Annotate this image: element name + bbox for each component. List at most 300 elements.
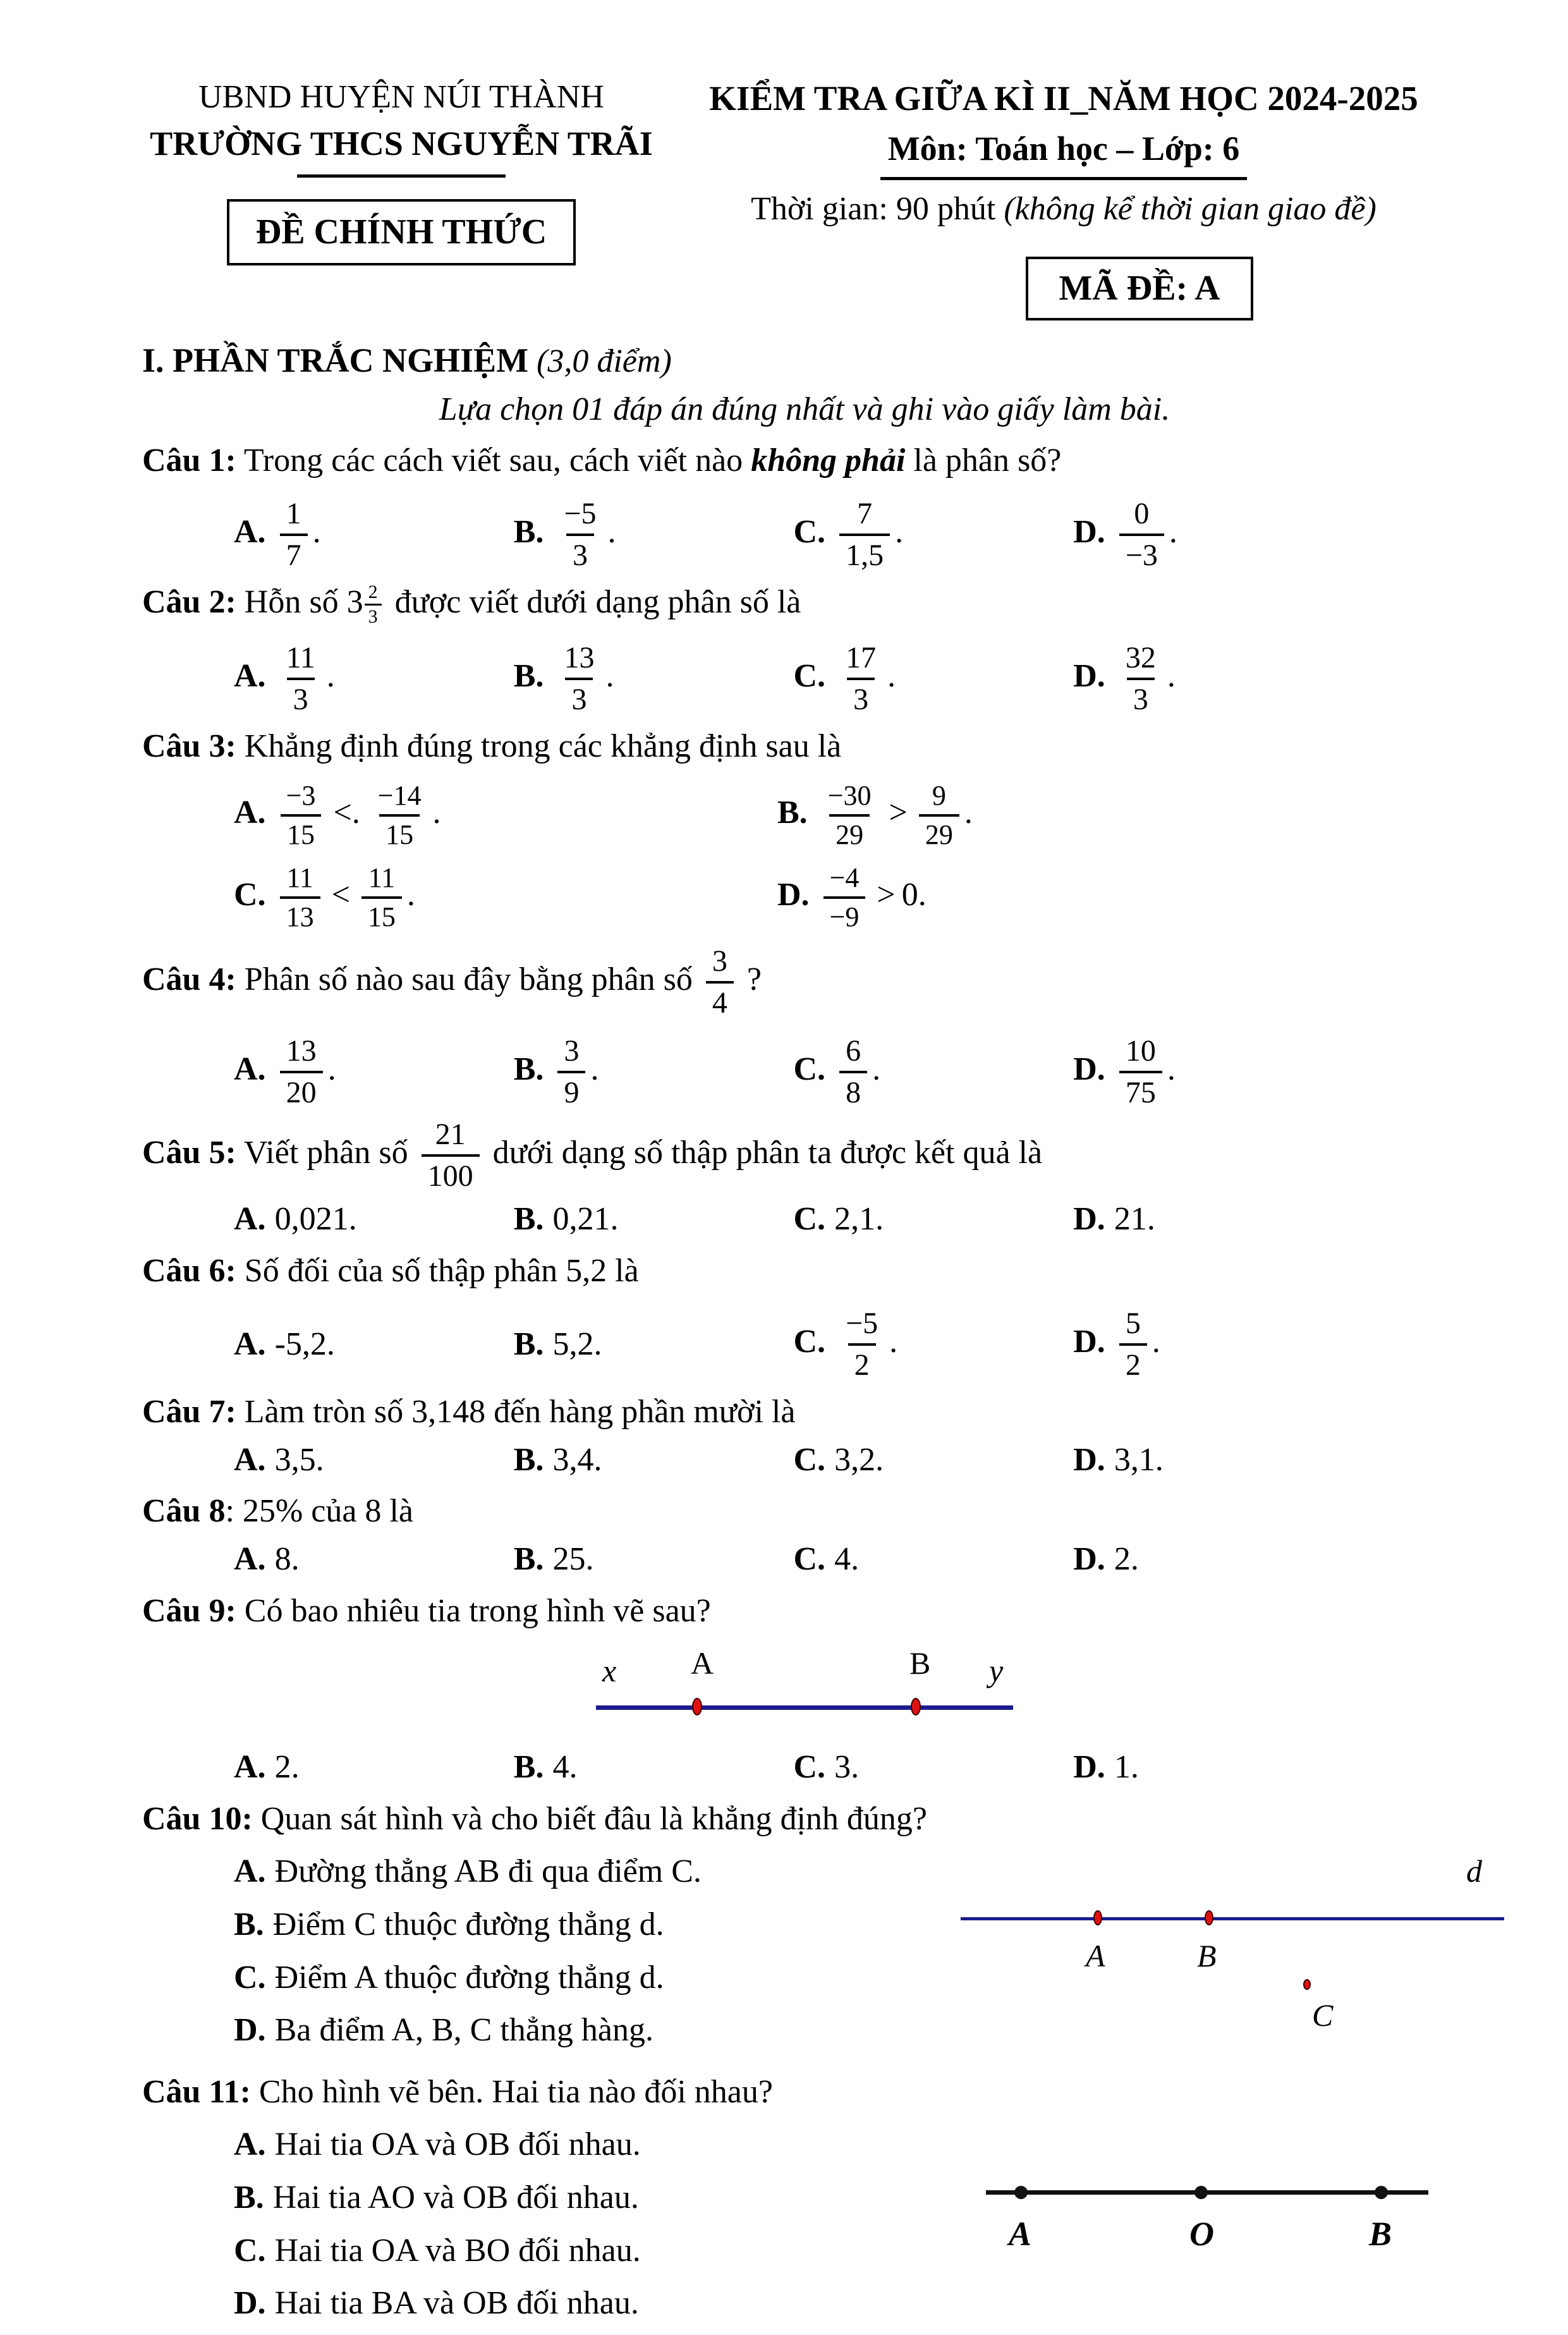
option-b (514, 1323, 794, 1366)
point-A (692, 1698, 702, 1716)
option-c (234, 1956, 961, 1999)
option-d (1073, 1307, 1353, 1382)
option-key: D. (1073, 1324, 1105, 1360)
option-key: B. (513, 1201, 544, 1238)
question-2-options (142, 642, 1467, 716)
label-d: d (1466, 1853, 1482, 1889)
option-a (234, 642, 514, 716)
question-6-label: Câu 6: (142, 1252, 236, 1289)
option-tail: . (590, 1051, 599, 1087)
fraction-numerator: −30 (827, 780, 872, 812)
exam-subject: Môn: Toán học – Lớp: 6 (880, 123, 1248, 180)
question-5-options (142, 1198, 1467, 1241)
fraction-numerator: −14 (377, 780, 422, 812)
option-value: -5,2. (274, 1326, 335, 1363)
option-key: D. (1073, 513, 1105, 550)
option-value: 8. (274, 1540, 300, 1577)
question-8-label: Câu 8 (142, 1493, 226, 1530)
fraction-numerator: 11 (368, 862, 396, 894)
option-value: Hai tia OA và BO đối nhau. (274, 2232, 641, 2269)
option-key: B. (234, 1906, 264, 1942)
option-a (234, 1850, 961, 1893)
section-1-instruction: Lựa chọn 01 đáp án đúng nhất và ghi vào giấy làm bài. (439, 391, 1170, 427)
option-key: C. (793, 1324, 826, 1360)
option-key: B. (234, 2179, 264, 2216)
option-key: A. (234, 1051, 266, 1087)
section-1-points: (3,0 điểm) (528, 343, 672, 380)
fraction-numerator: 21 (435, 1118, 466, 1152)
option-key: C. (793, 1051, 826, 1087)
option-c (794, 1035, 1074, 1109)
fraction (1119, 497, 1164, 572)
option-key: D. (234, 2012, 266, 2049)
question-10-body (142, 1840, 1482, 2061)
option-key: C. (793, 658, 826, 695)
option-a (234, 781, 777, 850)
option-key: B. (513, 1441, 544, 1478)
figure-line-xy (596, 1645, 1013, 1740)
option-d (234, 2009, 961, 2052)
fraction-denominator: 3 (365, 604, 382, 626)
option-c (234, 863, 777, 932)
header-left (142, 76, 660, 265)
option-b (234, 1903, 961, 1946)
fraction (824, 863, 866, 932)
question-6-text: Số đối của số thập phân 5,2 là (236, 1252, 639, 1289)
option-key: C. (793, 1540, 826, 1577)
exam-code-box: MÃ ĐỀ: A (1026, 257, 1253, 320)
question-7-options (142, 1439, 1467, 1482)
fraction (1119, 1307, 1147, 1382)
option-key: A. (234, 1441, 266, 1478)
option-rhs: 0. (901, 876, 927, 913)
option-value: 25. (552, 1540, 594, 1577)
section-1-title (142, 338, 1467, 383)
fraction-numerator: 13 (564, 641, 595, 675)
option-key: A. (234, 1326, 266, 1363)
option-value: Hai tia OA và OB đối nhau. (274, 2126, 641, 2163)
figure-line-aob (986, 2152, 1428, 2266)
fraction (822, 781, 878, 850)
option-a (234, 1746, 514, 1789)
question-4-text-2: ? (738, 961, 762, 997)
option-tail: . (327, 1051, 336, 1087)
label-B: B (909, 1645, 931, 1681)
option-value: Hai tia AO và OB đối nhau. (272, 2179, 639, 2216)
option-b (514, 1035, 794, 1109)
fraction-denominator: 3 (287, 678, 315, 716)
question-7-text: Làm tròn số 3,148 đến hàng phần mười là (236, 1394, 796, 1430)
fraction (1119, 642, 1162, 716)
question-3-label: Câu 3: (142, 728, 236, 765)
fraction (919, 781, 959, 850)
option-key: D. (1073, 1749, 1105, 1786)
question-9 (142, 1590, 1467, 1789)
option-value: 3,5. (274, 1441, 324, 1478)
line-d (961, 1917, 1504, 1920)
option-tail: . (887, 658, 896, 695)
option-a (234, 497, 514, 572)
question-1 (142, 439, 1467, 572)
fraction-denominator: 1,5 (839, 533, 890, 572)
option-tail: . (605, 658, 614, 695)
fraction-denominator: 13 (280, 896, 320, 932)
fraction-numerator: 1 (286, 496, 301, 530)
question-3-options-row-2 (142, 863, 1467, 932)
label-O: O (1189, 2215, 1214, 2253)
option-key: D. (1073, 658, 1105, 695)
option-value: 21. (1114, 1201, 1155, 1238)
fraction-denominator: 3 (565, 678, 593, 716)
option-key: C. (793, 513, 826, 550)
exam-time (660, 188, 1467, 231)
question-2-text: Hỗn số 3 (236, 583, 363, 620)
question-9-options (142, 1746, 1467, 1789)
option-value: Điểm C thuộc đường thẳng d. (272, 1906, 664, 1942)
fraction-denominator: 20 (280, 1071, 323, 1109)
option-a (234, 1323, 514, 1366)
option-value: 4. (834, 1540, 860, 1577)
fraction-denominator: 7 (280, 533, 308, 572)
fraction (372, 781, 428, 850)
label-x: x (602, 1653, 617, 1689)
option-value: 1. (1114, 1749, 1139, 1786)
option-tail: . (895, 513, 904, 550)
question-7 (142, 1391, 1467, 1481)
question-1-options (142, 497, 1467, 572)
option-value: 2. (274, 1749, 300, 1786)
fraction-denominator: 15 (379, 814, 420, 850)
option-value: Hai tia BA và OB đối nhau. (274, 2285, 639, 2322)
figure-line-d (961, 1846, 1482, 2036)
question-1-text: Trong các cách viết sau, cách viết nào (236, 442, 751, 479)
exam-time-normal: Thời gian: 90 phút (751, 190, 1004, 227)
question-5 (142, 1118, 1467, 1241)
point-C (1303, 1979, 1311, 1990)
header (142, 76, 1467, 320)
fraction (280, 781, 322, 850)
question-11 (142, 2071, 1467, 2335)
option-key: B. (513, 513, 544, 550)
option-d (1073, 1035, 1353, 1109)
option-key: A. (234, 1749, 266, 1786)
fraction-numerator: 0 (1134, 496, 1150, 530)
option-key: C. (234, 876, 266, 913)
option-d (1073, 642, 1353, 716)
fraction-numerator: 3 (564, 1034, 580, 1068)
fraction-denominator: −3 (1119, 533, 1164, 572)
option-key: B. (513, 1540, 544, 1577)
option-tail: . (1167, 1051, 1176, 1087)
option-c (794, 497, 1074, 572)
option-value: 3,4. (552, 1441, 602, 1478)
option-key: B. (513, 1051, 544, 1087)
label-B: B (1369, 2215, 1392, 2253)
question-10-label: Câu 10: (142, 1800, 253, 1837)
header-right (660, 76, 1467, 320)
fraction (280, 497, 308, 572)
fraction-numerator: 9 (932, 780, 946, 812)
fraction-denominator: −9 (824, 896, 866, 932)
option-value: 2. (1114, 1540, 1139, 1577)
fraction-numerator: 6 (846, 1034, 861, 1068)
question-11-options (142, 2113, 961, 2334)
option-key: C. (234, 1959, 266, 1996)
question-1-text-2: là phân số? (905, 442, 1062, 479)
fraction-denominator: 3 (847, 678, 875, 716)
option-key: B. (513, 1326, 544, 1363)
fraction-numerator: 7 (857, 496, 873, 530)
option-value: 3,1. (1114, 1441, 1164, 1478)
option-d (777, 863, 1467, 932)
option-d (1073, 1538, 1353, 1581)
fraction (280, 642, 322, 716)
comparison-operator: > (889, 794, 908, 831)
question-2 (142, 581, 1467, 717)
option-key: B. (777, 794, 808, 831)
point-A (1093, 1910, 1102, 1925)
option-value: 3. (834, 1749, 860, 1786)
option-tail: . (607, 513, 616, 550)
question-6 (142, 1250, 1467, 1382)
option-value: Điểm A thuộc đường thẳng d. (274, 1959, 664, 1996)
comparison-operator: <. (333, 794, 360, 831)
option-a (234, 2123, 961, 2166)
fraction (839, 1035, 867, 1109)
question-1-emphasis: không phải (751, 442, 906, 479)
question-11-body (142, 2113, 1467, 2334)
fraction-denominator: 9 (557, 1071, 585, 1109)
option-d (1073, 497, 1353, 572)
option-key: A. (234, 2126, 266, 2163)
option-tail: . (432, 794, 441, 831)
question-8 (142, 1490, 1467, 1580)
question-7-label: Câu 7: (142, 1394, 236, 1430)
fraction (557, 1035, 585, 1109)
point-B (1375, 2186, 1388, 2199)
fraction (557, 497, 602, 572)
comparison-operator: > (877, 876, 896, 913)
fraction (280, 1035, 323, 1109)
point-A (1014, 2186, 1028, 2199)
option-a (234, 1439, 514, 1482)
option-a (234, 1538, 514, 1581)
option-value: Đường thẳng AB đi qua điểm C. (274, 1853, 702, 1890)
option-b (514, 497, 794, 572)
option-tail: . (406, 876, 415, 913)
fraction-numerator: 2 (368, 582, 378, 603)
fraction-denominator: 15 (281, 814, 321, 850)
fraction-numerator: −5 (846, 1307, 878, 1341)
fraction (422, 1118, 480, 1193)
option-key: C. (793, 1441, 826, 1478)
fraction (839, 642, 882, 716)
fraction-numerator: 3 (712, 944, 727, 979)
line-xy (596, 1705, 1013, 1710)
question-2-label: Câu 2: (142, 583, 236, 620)
question-3-options-row-1 (142, 781, 1467, 850)
fraction-denominator: 3 (1127, 678, 1155, 716)
option-value: 3,2. (834, 1441, 884, 1478)
fraction-denominator: 15 (362, 896, 402, 932)
question-5-text-2: dưới dạng số thập phân ta được kết quả là (484, 1134, 1043, 1171)
option-tail: . (312, 513, 321, 550)
option-key: D. (1073, 1441, 1105, 1478)
exam-time-note: (không kể thời gian giao đề) (1004, 190, 1377, 227)
option-c (794, 1307, 1074, 1382)
option-key: C. (234, 2232, 266, 2269)
option-c (794, 1198, 1074, 1241)
question-11-text: Cho hình vẽ bên. Hai tia nào đối nhau? (250, 2073, 773, 2110)
option-b (514, 1746, 794, 1789)
fraction-numerator: 5 (1125, 1307, 1141, 1341)
fraction-numerator: 32 (1125, 641, 1156, 675)
mixed-number-fraction (365, 583, 382, 626)
option-value: 4. (552, 1749, 578, 1786)
fraction (839, 497, 890, 572)
org-underline (297, 174, 506, 178)
option-key: D. (1073, 1201, 1105, 1238)
option-b (514, 642, 794, 716)
fraction (280, 863, 320, 932)
fraction-denominator: 100 (422, 1154, 480, 1193)
fraction-denominator: 29 (919, 814, 959, 850)
fraction-numerator: −5 (564, 496, 597, 530)
fraction-numerator: 11 (286, 862, 313, 894)
option-tail: . (326, 658, 335, 695)
question-10-options (142, 1840, 961, 2061)
question-9-text: Có bao nhiêu tia trong hình vẽ sau? (236, 1592, 711, 1629)
option-value: 0,21. (552, 1201, 619, 1238)
option-d (1073, 1439, 1353, 1482)
question-4-label: Câu 4: (142, 961, 236, 997)
question-6-options (142, 1307, 1467, 1382)
option-key: C. (793, 1201, 826, 1238)
point-B (911, 1698, 921, 1716)
option-value: 5,2. (552, 1326, 602, 1363)
fraction-denominator: 2 (848, 1343, 876, 1382)
question-5-text: Viết phân số (236, 1134, 416, 1171)
option-value: Ba điểm A, B, C thẳng hàng. (274, 2012, 653, 2049)
option-key: B. (513, 1749, 544, 1786)
label-y: y (989, 1653, 1004, 1689)
option-d (1073, 1198, 1353, 1241)
question-10 (142, 1798, 1482, 2062)
option-key: C. (793, 1749, 826, 1786)
exam-code-wrap (660, 257, 1467, 320)
fraction (1119, 1035, 1162, 1109)
option-a (234, 1035, 514, 1109)
option-key: B. (513, 658, 544, 695)
org-line-2: TRƯỜNG THCS NGUYỄN TRÃI (150, 124, 653, 162)
org-line-1: UBND HUYỆN NÚI THÀNH (198, 79, 604, 115)
comparison-operator: < (331, 876, 350, 913)
option-a (234, 1198, 514, 1241)
fraction (362, 863, 402, 932)
option-c (794, 1746, 1074, 1789)
question-8-text: : 25% của 8 là (225, 1493, 413, 1530)
question-11-label: Câu 11: (142, 2073, 251, 2110)
label-C: C (1312, 1997, 1334, 2033)
option-tail: . (872, 1051, 881, 1087)
option-c (234, 2229, 961, 2272)
option-key: A. (234, 658, 266, 695)
option-tail: . (889, 1324, 898, 1360)
option-b (234, 2176, 961, 2219)
fraction-numerator: −3 (286, 780, 316, 812)
option-value: 0,021. (274, 1201, 357, 1238)
option-tail: . (1169, 513, 1177, 550)
official-exam-box: ĐỀ CHÍNH THỨC (227, 199, 576, 265)
question-5-label: Câu 5: (142, 1134, 236, 1171)
fraction-denominator: 3 (566, 533, 594, 572)
option-key: A. (234, 1540, 266, 1577)
fraction-numerator: −4 (829, 862, 860, 894)
fraction-denominator: 8 (839, 1071, 867, 1109)
option-b (514, 1538, 794, 1581)
option-key: A. (234, 794, 266, 831)
option-c (794, 642, 1074, 716)
question-4-text: Phân số nào sau đây bằng phân số (236, 961, 701, 997)
option-tail: . (964, 794, 973, 831)
question-4 (142, 945, 1467, 1109)
option-d (234, 2282, 961, 2325)
option-key: D. (777, 876, 810, 913)
point-O (1194, 2186, 1208, 2199)
fraction (557, 642, 600, 716)
fraction-numerator: 13 (286, 1034, 317, 1068)
fraction (839, 1307, 884, 1382)
fraction-numerator: 10 (1125, 1034, 1156, 1068)
option-c (794, 1439, 1074, 1482)
label-B: B (1197, 1938, 1217, 1974)
option-c (794, 1538, 1074, 1581)
question-1-label: Câu 1: (142, 442, 236, 479)
option-b (777, 781, 1467, 850)
question-10-text: Quan sát hình và cho biết đâu là khẳng định đúng? (252, 1800, 927, 1837)
fraction-denominator: 29 (829, 814, 870, 850)
fraction-denominator: 4 (706, 981, 734, 1020)
option-key: D. (1073, 1051, 1105, 1087)
label-A: A (1086, 1938, 1105, 1974)
question-8-options (142, 1538, 1467, 1581)
option-key: A. (234, 513, 266, 550)
label-A: A (691, 1645, 714, 1681)
question-3 (142, 725, 1467, 932)
option-d (1073, 1746, 1353, 1789)
option-key: A. (234, 1853, 266, 1890)
question-3-text: Khẳng định đúng trong các khẳng định sau là (236, 728, 842, 765)
section-1-title-text: I. PHẦN TRẮC NGHIỆM (142, 341, 529, 380)
fraction-numerator: 17 (846, 641, 877, 675)
question-4-options (142, 1035, 1467, 1109)
option-key: D. (1073, 1540, 1105, 1577)
option-tail: . (1167, 658, 1176, 695)
fraction-denominator: 75 (1119, 1071, 1162, 1109)
option-b (514, 1439, 794, 1482)
option-tail: . (1152, 1324, 1160, 1360)
fraction-numerator: 11 (286, 641, 315, 675)
label-A: A (1009, 2215, 1032, 2253)
option-key: A. (234, 1201, 266, 1238)
option-b (514, 1198, 794, 1241)
question-2-text-2: được viết dưới dạng phân số là (386, 583, 801, 620)
fraction (706, 945, 734, 1020)
exam-title: KIỂM TRA GIỮA KÌ II_NĂM HỌC 2024-2025 (709, 79, 1418, 118)
point-B (1205, 1910, 1213, 1925)
option-key: D. (234, 2285, 266, 2322)
option-value: 2,1. (834, 1201, 884, 1238)
